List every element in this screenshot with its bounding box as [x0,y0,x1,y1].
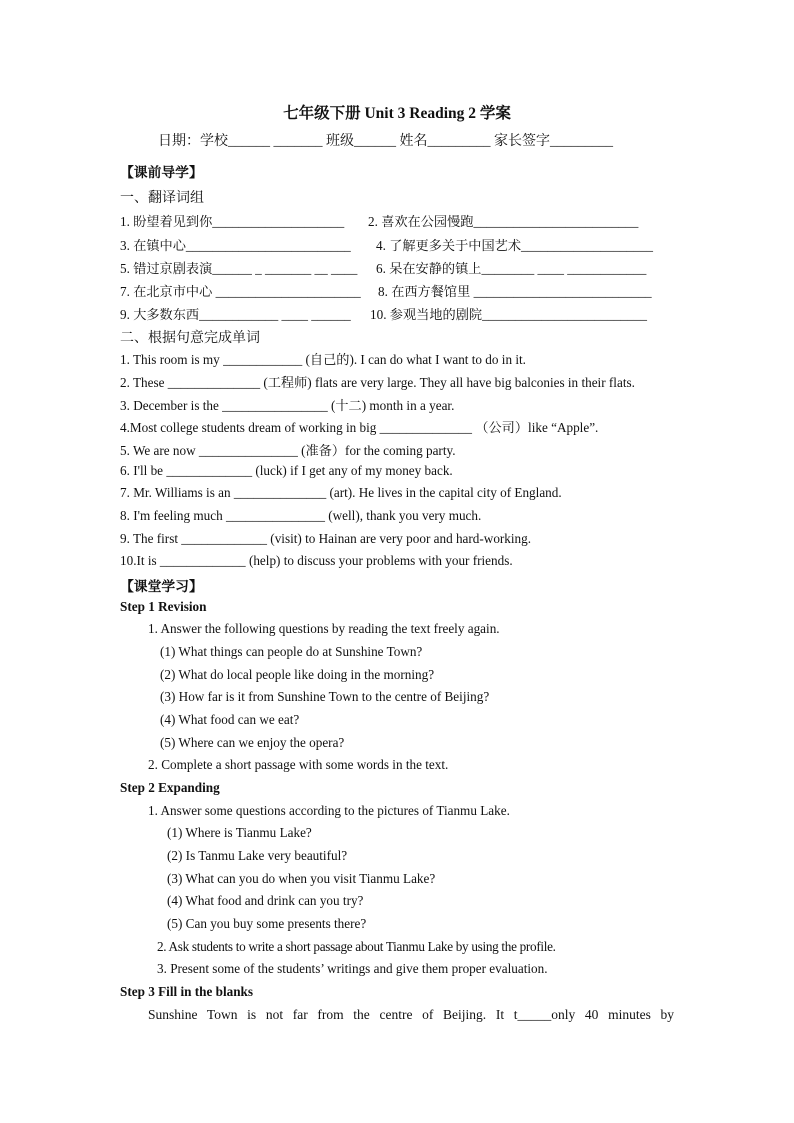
step2-item1: 1. Answer some questions according to the pictures of Tianmu Lake. [148,803,510,818]
phrase-row [120,211,639,230]
step1-question: (1) What things can people do at Sunshine Town? [160,644,423,659]
step3-heading: Step 3 Fill in the blanks [120,984,254,999]
phrase-item: 1. 盼望着见到你____________________ [120,214,345,229]
step2-question: (4) What food and drink can you try? [167,893,364,908]
sentence-item: 7. Mr. Williams is an ______________ (art). He lives in the capital city of England. [120,485,562,500]
step1-item1: 1. Answer the following questions by reading the text freely again. [148,621,500,636]
phrase-row [120,281,652,300]
step2-heading: Step 2 Expanding [120,780,220,795]
step2-question: (5) Can you buy some presents there? [167,916,367,931]
sentence-item: 10.It is _____________ (help) to discuss your problems with your friends. [120,553,513,568]
step1-question: (4) What food can we eat? [160,712,300,727]
step1-item2: 2. Complete a short passage with some words in the text. [148,757,449,772]
phrase-item: 8. 在西方餐馆里 ___________________________ [378,284,652,299]
step1-question: (3) How far is it from Sunshine Town to the centre of Beijing? [160,689,490,704]
step2-item2: 2. Ask students to write a short passage about Tianmu Lake by using the profile. [157,939,556,954]
sentence-item: 6. I'll be _____________ (luck) if I get any of my money back. [120,463,453,478]
phrase-item: 10. 参观当地的剧院_________________________ [370,307,647,322]
phrase-item: 5. 错过京剧表演______ _ _______ __ ____ [120,261,358,276]
step2-question: (3) What can you do when you visit Tianmu Lake? [167,871,436,886]
step2-item3: 3. Present some of the students’ writings and give them proper evaluation. [157,961,548,976]
student-info-line: 日期：学校______ _______ 班级______ 姓名_________ 家长签字_________ [158,134,613,149]
phrase-item: 6. 呆在安静的镇上________ ____ ____________ [376,261,647,276]
section-pre-class: 【课前导学】 [120,165,203,180]
sentence-item: 9. The first _____________ (visit) to Hainan are very poor and hard-working. [120,531,532,546]
sentence-item: 5. We are now _______________ (准备）for the coming party. [120,443,456,458]
phrase-row [120,304,647,323]
step2-question: (1) Where is Tianmu Lake? [167,825,312,840]
step2-question: (2) Is Tanmu Lake very beautiful? [167,848,348,863]
phrase-row [120,235,653,254]
phrase-item: 9. 大多数东西____________ ____ ______ [120,307,351,322]
sentence-item: 8. I'm feeling much _______________ (well), thank you very much. [120,508,482,523]
phrase-item: 4. 了解更多关于中国艺术____________________ [376,238,653,253]
sentence-item: 4.Most college students dream of working in big ______________ （公司）like “Apple”. [120,420,599,435]
phrase-item: 7. 在北京市中心 ______________________ [120,284,361,299]
step3-passage: Sunshine Town is not far from the centre of Beijing. It t_____only 40 minutes by [148,1007,674,1022]
step1-question: (5) Where can we enjoy the opera? [160,735,345,750]
phrase-item: 3. 在镇中心_________________________ [120,238,351,253]
part2-heading: 二、根据句意完成单词 [120,331,260,346]
phrase-item: 2. 喜欢在公园慢跑_________________________ [368,214,639,229]
step1-heading: Step 1 Revision [120,599,207,614]
phrase-row [120,258,647,277]
sentence-item: 1. This room is my ____________ (自己的). I can do what I want to do in it. [120,352,526,367]
sentence-item: 2. These ______________ (工程师) flats are very large. They all have big balconies in their flats. [120,375,635,390]
part1-heading: 一、翻译词组 [120,191,204,206]
section-in-class: 【课堂学习】 [120,579,203,594]
sentence-item: 3. December is the ________________ (十二) month in a year. [120,398,455,413]
page-title: 七年级下册 Unit 3 Reading 2 学案 [283,105,511,122]
step1-question: (2) What do local people like doing in the morning? [160,667,435,682]
